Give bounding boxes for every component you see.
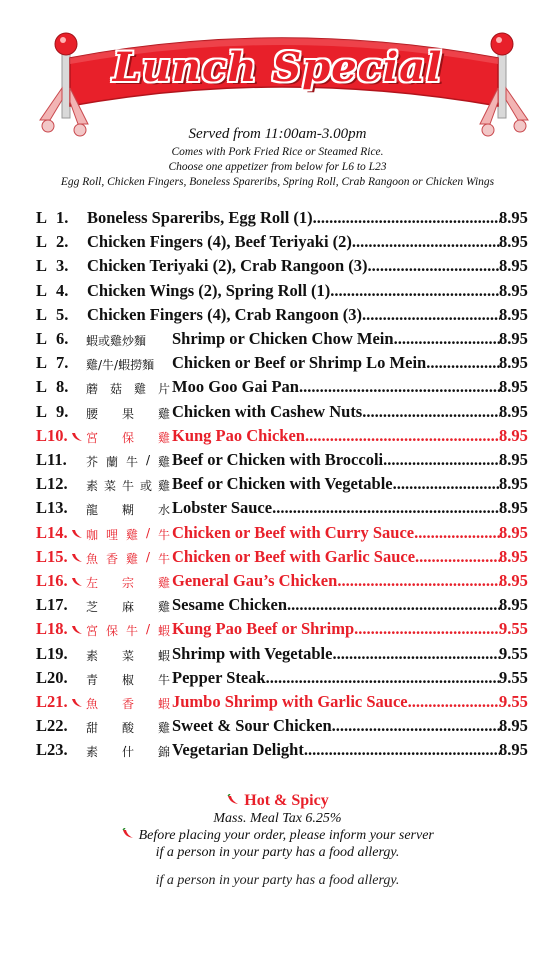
chinese-char: /	[145, 525, 150, 540]
allergy-text-1: Before placing your order, please inform your server	[138, 828, 434, 843]
chinese-char: 麻	[121, 600, 134, 615]
item-name-line	[172, 498, 500, 518]
item-code: L22.	[36, 716, 68, 736]
item-price: 8.95	[499, 595, 528, 615]
item-price: 8.95	[499, 232, 528, 252]
menu-item	[0, 668, 555, 692]
item-name: Chicken Fingers (4), Beef Teriyaki (2)	[87, 232, 352, 252]
chinese-char: 蝦	[157, 624, 170, 639]
item-name: Shrimp with Vegetable	[172, 643, 333, 663]
chinese-char: 雞	[157, 721, 170, 736]
item-name: Sesame Chicken	[172, 595, 288, 615]
dot-leader	[272, 498, 500, 518]
menu-item	[0, 377, 555, 401]
item-code: L23.	[36, 740, 68, 760]
item-chinese-name	[86, 598, 170, 615]
item-name-line	[87, 208, 500, 228]
item-chinese-name	[86, 380, 170, 397]
chinese-char: 甜	[86, 721, 99, 736]
item-price: 8.95	[499, 716, 528, 736]
chinese-char: 雞	[157, 479, 170, 494]
item-price: 8.95	[499, 522, 528, 542]
item-number: 4.	[56, 280, 69, 300]
menu-item	[0, 523, 555, 547]
chinese-char: 素	[86, 479, 99, 494]
item-price: 8.95	[499, 377, 528, 397]
chinese-char: 蝦	[157, 697, 170, 711]
chinese-char: 菜	[103, 479, 116, 494]
item-name-line	[87, 232, 500, 252]
chinese-char: 保	[105, 624, 118, 639]
menu-item	[0, 402, 555, 426]
chinese-char: 錦	[157, 745, 170, 760]
chili-icon	[70, 431, 84, 443]
item-code: L20.	[36, 667, 68, 687]
item-chinese-name	[86, 671, 170, 688]
item-chinese-name	[86, 501, 170, 518]
item-name-line	[87, 256, 500, 276]
item-name: Chicken Teriyaki (2), Crab Rangoon (3)	[87, 256, 368, 276]
item-number: 9.	[56, 401, 69, 421]
item-number: 1.	[56, 208, 69, 227]
item-name-line	[172, 692, 500, 712]
chinese-char: /	[145, 622, 150, 637]
chinese-char: 雞	[157, 430, 170, 445]
item-number: 7.	[56, 353, 69, 373]
item-chinese-name	[86, 695, 170, 712]
item-number: 6.	[56, 329, 69, 348]
chili-icon	[121, 828, 135, 840]
item-chinese-name	[86, 405, 170, 422]
item-code: L14.	[36, 522, 68, 542]
chinese-char: 雞	[157, 455, 170, 469]
item-name: General Gau’s Chicken	[172, 571, 338, 590]
hot-spicy-legend	[0, 792, 555, 810]
chinese-char: 蘑	[86, 382, 99, 397]
item-name: Moo Goo Gai Pan	[172, 377, 299, 397]
chinese-char: 糊	[121, 503, 134, 518]
item-name-line	[172, 716, 500, 736]
item-code: L	[36, 329, 48, 348]
chinese-char: 雞	[157, 576, 170, 590]
dot-leader	[414, 523, 500, 543]
item-name-line	[172, 547, 500, 567]
dot-leader	[394, 329, 500, 349]
chinese-char: 素	[86, 745, 99, 760]
item-name: Chicken or Beef with Garlic Sauce	[172, 546, 416, 566]
dot-leader	[337, 571, 500, 591]
item-code: L13.	[36, 498, 68, 518]
chinese-char: 牛	[121, 479, 134, 494]
item-code: L	[36, 208, 48, 227]
item-price: 8.95	[499, 280, 528, 300]
chinese-char: 雞	[125, 527, 138, 542]
chinese-char: 宗	[121, 576, 134, 590]
dot-leader	[332, 716, 500, 736]
item-name: Pepper Steak	[172, 667, 266, 687]
item-name-line	[87, 305, 500, 325]
item-name: Chicken Fingers (4), Crab Rangoon (3)	[87, 304, 362, 324]
item-chinese-name	[86, 332, 170, 349]
item-code: L	[36, 377, 48, 397]
dot-leader	[393, 474, 500, 494]
item-code: L12.	[36, 474, 68, 494]
dot-leader	[354, 619, 500, 639]
item-name-line	[172, 523, 500, 543]
item-chinese-name	[86, 453, 170, 470]
chinese-char: 宮	[86, 430, 99, 445]
dot-leader	[266, 668, 500, 688]
chinese-char: 牛	[157, 551, 170, 566]
item-name-line	[172, 595, 500, 615]
item-number: 2.	[56, 232, 69, 252]
item-code: L10.	[36, 425, 68, 445]
item-code: L16.	[36, 571, 68, 590]
allergy-notice-ghost: if a person in your party has a food allergy.	[155, 873, 400, 888]
dot-leader	[362, 305, 500, 325]
chinese-char: 菇	[109, 382, 122, 397]
menu-item	[0, 547, 555, 571]
chinese-char: 水	[157, 503, 170, 518]
dot-leader	[299, 377, 500, 397]
chinese-char: /	[145, 549, 150, 564]
item-number: 3.	[56, 256, 69, 276]
dot-leader	[332, 644, 500, 664]
chinese-char: 椒	[121, 672, 134, 687]
item-code: L19.	[36, 643, 68, 663]
item-name-line	[172, 450, 500, 470]
item-price: 9.55	[499, 692, 528, 711]
chili-icon	[70, 552, 84, 564]
chinese-char: 牛	[125, 624, 138, 639]
item-price: 9.55	[499, 643, 528, 663]
menu-item	[0, 716, 555, 740]
item-chinese-name	[86, 574, 170, 591]
item-price: 8.95	[499, 474, 528, 494]
hot-spicy-label: Hot & Spicy	[244, 792, 329, 809]
item-chinese-name	[86, 550, 170, 567]
item-name: Beef or Chicken with Vegetable	[172, 474, 393, 494]
item-name: Chicken with Cashew Nuts	[172, 401, 363, 421]
chinese-char: 或	[139, 479, 152, 494]
chinese-char: 雞	[133, 382, 146, 397]
item-name-line	[172, 740, 500, 760]
item-name: Shrimp or Chicken Chow Mein	[172, 329, 394, 348]
item-name: Chicken or Beef with Curry Sauce	[172, 522, 415, 542]
item-chinese-name	[86, 477, 170, 494]
chinese-char: 芥	[86, 455, 99, 469]
chili-icon	[70, 624, 84, 636]
chinese-char: 龍	[86, 503, 99, 518]
item-name: Sweet & Sour Chicken	[172, 716, 332, 736]
item-name-line	[172, 402, 500, 422]
item-name: Beef or Chicken with Broccoli	[172, 450, 384, 469]
item-name: Chicken Wings (2), Spring Roll (1)	[87, 280, 331, 300]
served-hours: Served from 11:00am-3.00pm	[188, 126, 367, 142]
dot-leader	[408, 692, 500, 712]
chili-icon	[70, 528, 84, 540]
dot-leader	[426, 353, 500, 373]
item-price: 8.95	[499, 329, 528, 348]
item-name-line	[87, 281, 500, 301]
item-code: L	[36, 256, 48, 276]
chinese-char: 蘭	[105, 455, 118, 469]
menu-item	[0, 256, 555, 280]
item-price: 8.95	[499, 571, 528, 590]
chinese-char: 雞	[157, 406, 170, 421]
chinese-char: 雞	[125, 551, 138, 566]
chinese-char: 哩	[105, 527, 118, 542]
menu-item	[0, 595, 555, 619]
item-code: L15.	[36, 546, 68, 566]
menu-item	[0, 450, 555, 474]
item-price: 8.95	[499, 450, 528, 469]
item-price: 8.95	[499, 546, 528, 566]
dot-leader	[352, 232, 500, 252]
chili-icon	[226, 794, 240, 806]
chili-icon	[70, 576, 84, 588]
rice-note: Comes with Pork Fried Rice or Steamed Rice.	[171, 146, 384, 158]
chinese-char: 左	[86, 576, 99, 590]
item-number: 8.	[56, 377, 69, 397]
item-price: 8.95	[499, 401, 528, 421]
item-price: 8.95	[499, 740, 528, 760]
dot-leader	[383, 450, 500, 470]
chinese-char: 雞	[157, 600, 170, 615]
chili-icon	[70, 697, 84, 709]
dot-leader	[330, 281, 500, 301]
chinese-char: 香	[105, 551, 118, 566]
item-code: L	[36, 304, 48, 324]
chinese-char: 片	[157, 382, 170, 397]
appetizer-options: Egg Roll, Chicken Fingers, Boneless Spareribs, Spring Roll, Crab Rangoon or Chicken Wings	[60, 176, 495, 188]
item-name-line	[172, 377, 500, 397]
chinese-char: 牛	[157, 527, 170, 542]
allergy-notice-1	[0, 828, 555, 844]
chinese-char: 魚	[86, 551, 99, 566]
chinese-char: 酸	[121, 721, 134, 736]
chinese-char: 咖	[86, 527, 99, 542]
allergy-notice-2: if a person in your party has a food allergy.	[155, 845, 400, 860]
chinese-char: 蝦	[157, 648, 170, 663]
item-chinese-name	[86, 743, 170, 760]
item-number: 5.	[56, 304, 69, 324]
menu-item	[0, 232, 555, 256]
item-price: 9.55	[499, 619, 528, 639]
item-name-line	[172, 644, 500, 664]
menu-item	[0, 498, 555, 522]
item-name: Chicken or Beef or Shrimp Lo Mein	[172, 353, 427, 373]
menu-item	[0, 426, 555, 450]
dot-leader	[362, 402, 500, 422]
chinese-char: 香	[121, 697, 134, 711]
item-name: Boneless Spareribs, Egg Roll (1)	[87, 208, 313, 227]
menu-item	[0, 208, 555, 232]
chinese-char: 腰	[86, 406, 99, 421]
chinese-char: 魚	[86, 697, 99, 711]
item-chinese-name	[86, 526, 170, 543]
item-code: L	[36, 280, 48, 300]
item-name-line	[172, 668, 500, 688]
item-price: 8.95	[499, 425, 528, 445]
chinese-char: 青	[86, 672, 99, 687]
menu-item	[0, 740, 555, 764]
item-code: L	[36, 401, 48, 421]
item-name-line	[172, 353, 500, 373]
item-chinese-name	[86, 622, 170, 639]
chinese-char: 雞/牛/蝦撈麵	[86, 358, 155, 373]
item-name: Kung Pao Beef or Shrimp	[172, 619, 355, 639]
menu-item	[0, 571, 555, 595]
dot-leader	[304, 740, 500, 760]
chinese-char: 牛	[157, 672, 170, 687]
dot-leader	[415, 547, 500, 567]
item-price: 8.95	[499, 498, 528, 518]
item-price: 8.95	[499, 208, 528, 227]
chinese-char: 保	[121, 430, 134, 445]
chinese-char: 素	[86, 648, 99, 663]
menu-item	[0, 474, 555, 498]
item-price: 8.95	[499, 353, 528, 373]
item-price: 9.55	[499, 667, 528, 687]
chinese-char: 什	[121, 745, 134, 760]
meal-tax: Mass. Meal Tax 6.25%	[213, 811, 342, 826]
item-name-line	[172, 619, 500, 639]
page-title: Lunch Special	[112, 44, 443, 91]
chinese-char: 果	[121, 406, 134, 421]
item-name-line	[172, 329, 500, 349]
menu-item	[0, 281, 555, 305]
item-chinese-name	[86, 719, 170, 736]
dot-leader	[287, 595, 500, 615]
item-name: Kung Pao Chicken	[172, 425, 305, 445]
item-code: L	[36, 232, 48, 252]
dot-leader	[368, 256, 500, 276]
item-name-line	[172, 426, 500, 446]
appetizer-note: Choose one appetizer from below for L6 to L23	[168, 161, 387, 173]
item-chinese-name	[86, 356, 170, 373]
item-name: Vegetarian Delight	[172, 740, 304, 760]
menu-item	[0, 305, 555, 329]
dot-leader	[305, 426, 500, 446]
item-code: L11.	[36, 450, 67, 469]
menu-item	[0, 353, 555, 377]
item-name-line	[172, 474, 500, 494]
item-chinese-name	[86, 647, 170, 664]
item-price: 8.95	[499, 256, 528, 276]
chinese-char: 芝	[86, 600, 99, 615]
item-code: L	[36, 353, 48, 373]
menu-item	[0, 644, 555, 668]
item-price: 8.95	[499, 304, 528, 324]
chinese-char: /	[145, 453, 150, 467]
chinese-char: 菜	[121, 648, 134, 663]
menu-item	[0, 329, 555, 353]
chinese-char: 牛	[125, 455, 138, 469]
item-name: Lobster Sauce	[172, 498, 273, 518]
item-name: Jumbo Shrimp with Garlic Sauce	[172, 692, 408, 711]
menu-item	[0, 619, 555, 643]
chinese-char: 蝦或雞炒麵	[86, 334, 147, 348]
item-code: L18.	[36, 619, 68, 639]
chinese-char: 宮	[86, 624, 99, 639]
item-code: L17.	[36, 595, 68, 615]
item-name-line	[172, 571, 500, 591]
menu-item	[0, 692, 555, 716]
item-chinese-name	[86, 429, 170, 446]
dot-leader	[313, 208, 500, 228]
item-code: L21.	[36, 692, 68, 711]
